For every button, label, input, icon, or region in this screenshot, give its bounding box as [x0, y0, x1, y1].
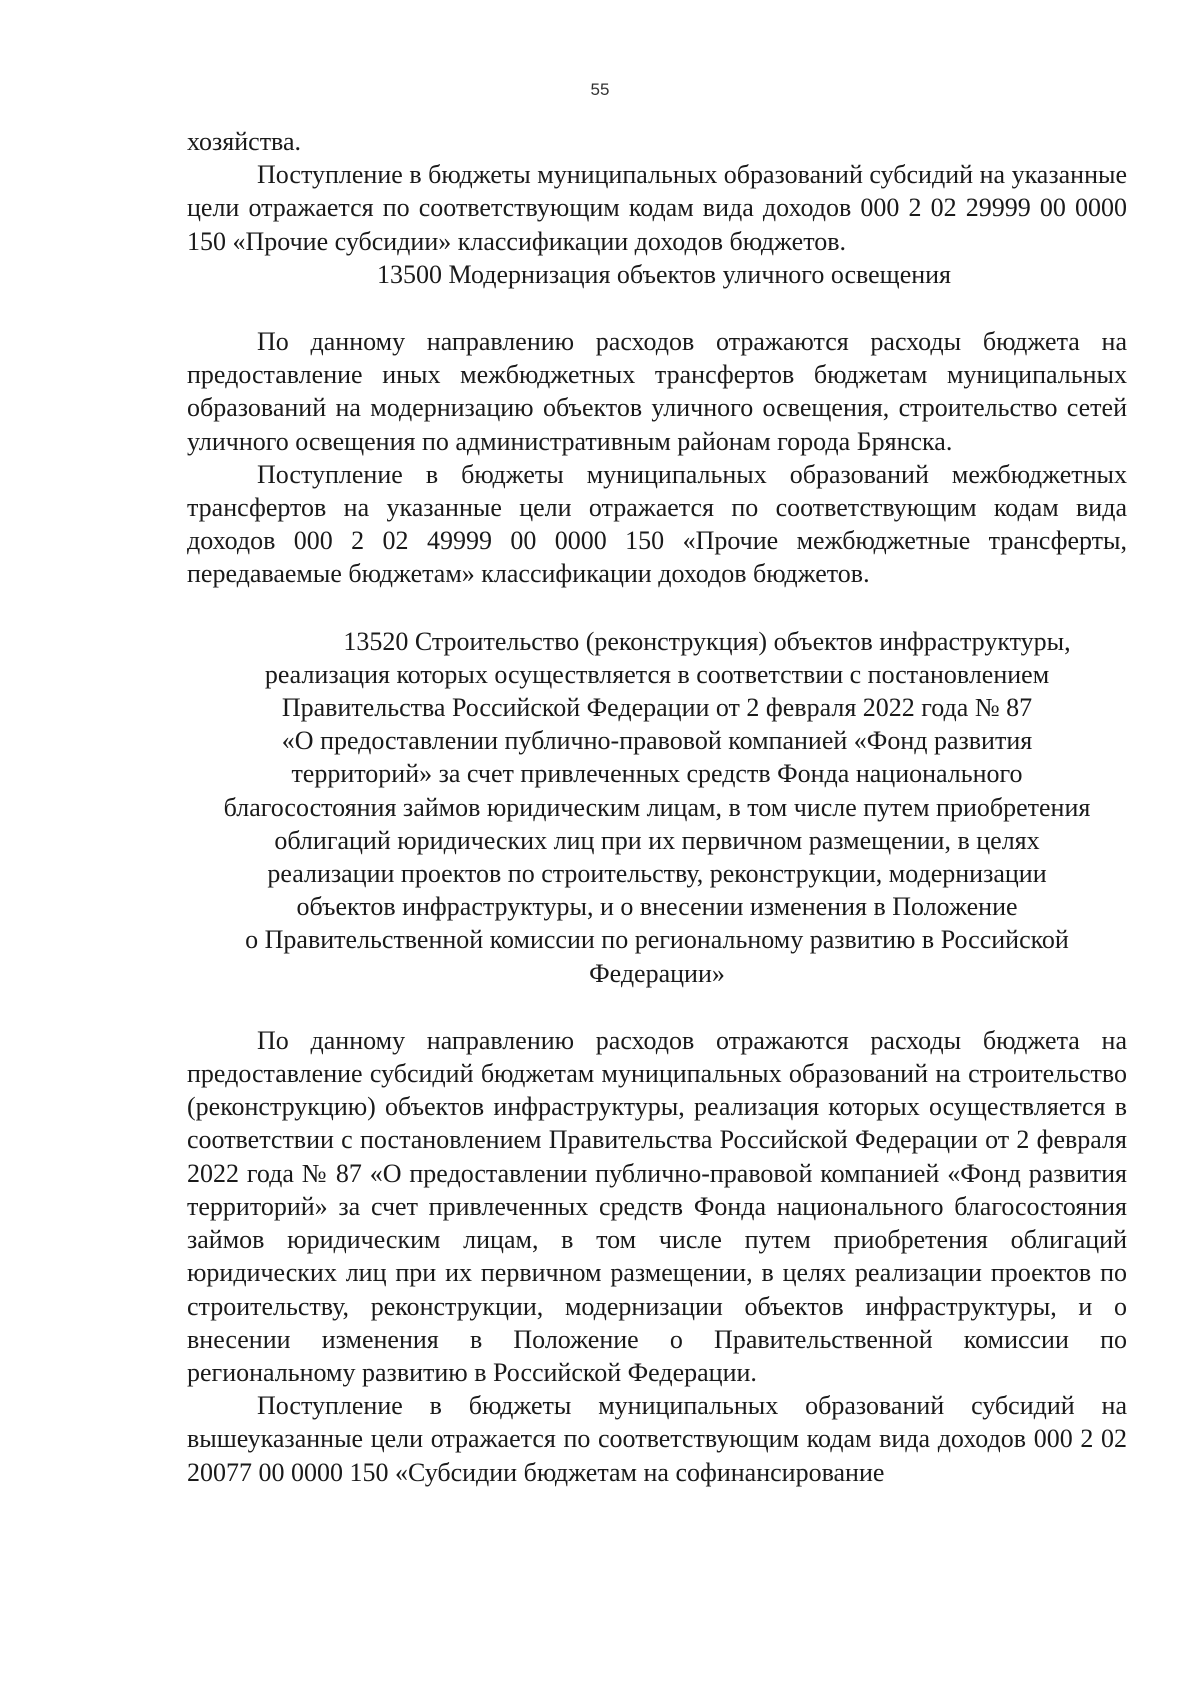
paragraph: Поступление в бюджеты муниципальных образований межбюджетных трансфертов на указанные цели отражается по соответствующим кодам вида доходов 000 2 02 49999 00 0000 150 «Прочие межбюджетные трансферты, передаваемые бюджетам» классификации доходов бюджетов.	[187, 459, 1127, 589]
heading-line: благосостояния займов юридическим лицам, в том числе путем приобретения	[223, 792, 1091, 822]
paragraph: По данному направлению расходов отражаются расходы бюджета на предоставление субсидий бюджетам муниципальных образований на строительство (реконструкцию) объектов инфраструктуры, реализация которых осуществляется в соответствии с постановлением Правительства Российской Федерации от 2 февраля 2022 года № 87 «О предоставлении публично-правовой компанией «Фонд развития территорий» за счет привлеченных средств Фонда национального благосостояния займов юридическим лицам, в том числе путем приобретения облигаций юридических лиц при их первичном размещении, в целях реализации проектов по строительству, реконструкции, модернизации объектов инфраструктуры, и о внесении изменения в Положение о Правительственной комиссии по региональному развитию в Российской Федерации.	[187, 1025, 1127, 1387]
heading-line: 13520 Строительство (реконструкция) объектов инфраструктуры,	[343, 626, 1071, 656]
section-heading-13520	[187, 625, 1127, 990]
heading-line: облигаций юридических лиц при их первичном размещении, в целях	[274, 825, 1040, 855]
paragraph: По данному направлению расходов отражаются расходы бюджета на предоставление иных межбюджетных трансфертов бюджетам муниципальных образований на модернизацию объектов уличного освещения, строительство сетей уличного освещения по административным районам города Брянска.	[187, 327, 1127, 456]
paragraph: Поступление в бюджеты муниципальных образований субсидий на вышеуказанные цели отражается по соответствующим кодам вида доходов 000 2 02 20077 00 0000 150 «Субсидии бюджетам на софинансирование	[187, 1391, 1127, 1487]
heading-line: реализация которых осуществляется в соответствии с постановлением	[264, 659, 1050, 689]
heading-line: территорий» за счет привлеченных средств Фонда национального	[291, 759, 1023, 789]
section-heading-13500: 13500 Модернизация объектов уличного освещения	[377, 259, 952, 289]
paragraph: Поступление в бюджеты муниципальных образований субсидий на указанные цели отражается по соответствующим кодам вида доходов 000 2 02 29999 00 0000 150 «Прочие субсидии» классификации доходов бюджетов.	[187, 160, 1127, 256]
paragraph-continuation: хозяйства.	[187, 127, 302, 156]
document-body	[187, 125, 1127, 1489]
heading-line: о Правительственной комиссии по региональному развитию в Российской	[245, 925, 1069, 955]
heading-line: Федерации»	[589, 958, 725, 988]
page-number: 55	[590, 80, 610, 99]
heading-line: Правительства Российской Федерации от 2 февраля 2022 года № 87	[281, 693, 1033, 723]
heading-line: «О предоставлении публично-правовой компанией «Фонд развития	[281, 726, 1033, 756]
heading-line: реализации проектов по строительству, реконструкции, модернизации	[267, 859, 1047, 889]
heading-line: объектов инфраструктуры, и о внесении изменения в Положение	[296, 892, 1018, 922]
